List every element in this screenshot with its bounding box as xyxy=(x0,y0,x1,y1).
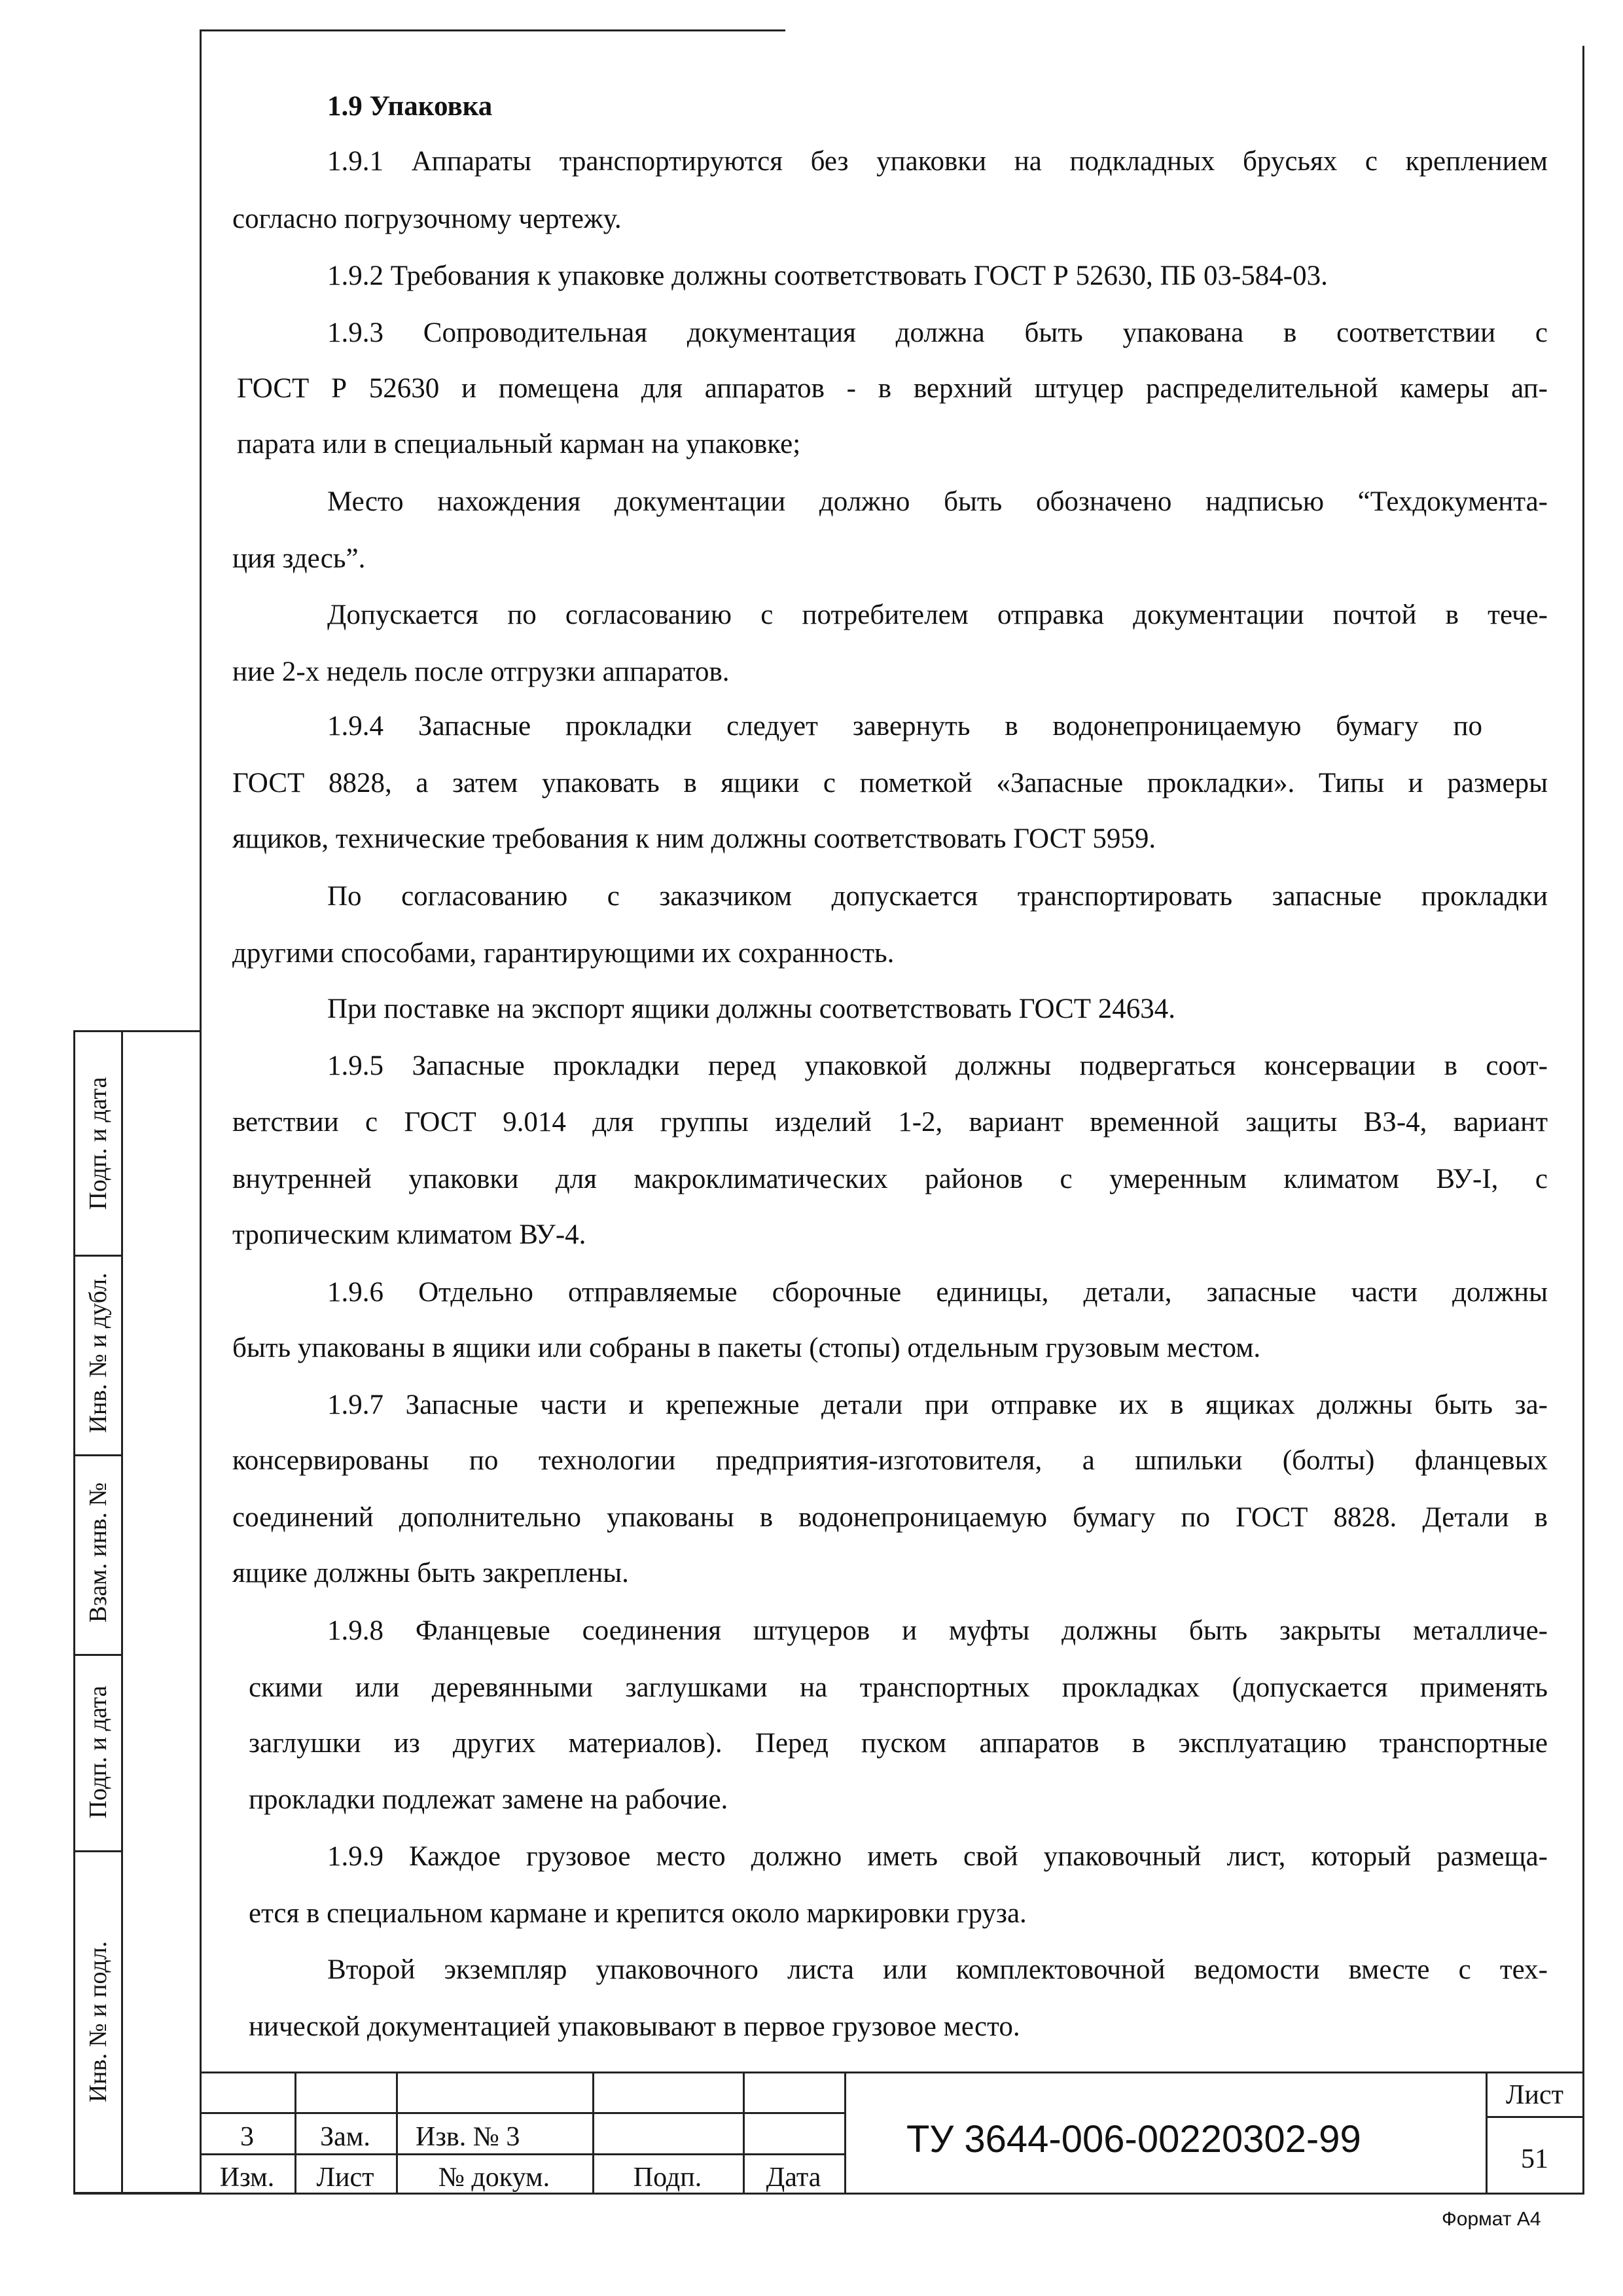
side-stamp xyxy=(73,1030,200,2194)
text-line: тропическим климатом ВУ-4. xyxy=(232,1219,586,1250)
side-label-inv-dubl: Инв. № и дубл. xyxy=(84,1272,112,1433)
text-line: ГОСТ 8828, а затем упаковать в ящики с пометкой «Запасные прокладки». Типы и размеры xyxy=(232,768,1548,798)
format-label: Формат А4 xyxy=(1442,2208,1541,2230)
title-block xyxy=(200,2072,1584,2195)
section-heading: 1.9 Упаковка xyxy=(327,91,493,122)
text-line: 1.9.1 Аппараты транспортируются без упаковки на подкладных брусьях с креплением xyxy=(327,146,1548,177)
side-label-vzam-inv: Взам. инв. № xyxy=(84,1482,112,1623)
title-block-top-line xyxy=(200,2072,1584,2073)
text-line: 1.9.5 Запасные прокладки перед упаковкой должны подвергаться консервации в соот- xyxy=(327,1050,1548,1081)
side-cell xyxy=(75,1850,121,2194)
text-line: Место нахождения документации должно быть обозначено надписью “Техдокумента- xyxy=(327,486,1548,517)
sheet-cell-line xyxy=(1486,2116,1584,2118)
text-line: Второй экземпляр упаковочного листа или комплектовочной ведомости вместе с тех- xyxy=(327,1954,1548,1985)
text-line: По согласованию с заказчиком допускается транспортировать запасные прокладки xyxy=(327,881,1548,912)
text-line: 1.9.8 Фланцевые соединения штуцеров и муфты должны быть закрыты металличе- xyxy=(327,1615,1548,1646)
text-line: 1.9.9 Каждое грузовое место должно иметь свой упаковочный лист, который размеща- xyxy=(327,1841,1548,1872)
text-line: 1.9.7 Запасные части и крепежные детали при отправке их в ящиках должны быть за- xyxy=(327,1390,1548,1420)
text-line: парата или в специальный карман на упаковке; xyxy=(237,429,801,459)
side-stamp-divider xyxy=(121,1032,123,2192)
text-line: ящиков, технические требования к ним должны соответствовать ГОСТ 5959. xyxy=(232,823,1156,854)
header-list: Лист xyxy=(316,2162,374,2193)
frame-right-line xyxy=(1582,46,1584,2195)
frame-top-line xyxy=(201,29,785,31)
side-cell xyxy=(75,1454,121,1656)
text-line: соединений дополнительно упакованы в водонепроницаемую бумагу по ГОСТ 8828. Детали в xyxy=(232,1502,1548,1533)
header-data: Дата xyxy=(766,2162,821,2193)
text-line: нической документацией упаковывают в первое грузовое место. xyxy=(249,2011,1020,2042)
text-line: При поставке на экспорт ящики должны соответствовать ГОСТ 24634. xyxy=(327,994,1176,1024)
side-cell xyxy=(75,1255,121,1456)
text-line: ние 2-х недель после отгрузки аппаратов. xyxy=(232,656,730,687)
text-line: консервированы по технологии предприятия-изготовителя, а шпильки (болты) фланцевых xyxy=(232,1445,1548,1476)
side-label-podp-data: Подп. и дата xyxy=(84,1077,112,1210)
header-izm: Изм. xyxy=(219,2162,275,2193)
text-line: ГОСТ Р 52630 и помещена для аппаратов - в верхний штуцер распределительной камеры ап- xyxy=(237,373,1548,404)
text-line: Допускается по согласованию с потребителем отправка документации почтой в тече- xyxy=(327,600,1548,630)
change-izm: 3 xyxy=(240,2122,254,2152)
text-line: внутренней упаковки для макроклиматических районов с умеренным климатом ВУ-I, с xyxy=(232,1164,1548,1194)
text-line: заглушки из других материалов). Перед пуском аппаратов в эксплуатацию транспортные xyxy=(249,1728,1548,1759)
sheet-number: 51 xyxy=(1521,2144,1548,2174)
side-label-inv-podl: Инв. № и подл. xyxy=(84,1941,112,2103)
frame-left-line xyxy=(200,29,202,2195)
sheet-label: Лист xyxy=(1506,2080,1563,2110)
side-cell xyxy=(75,1032,121,1257)
text-line: 1.9.2 Требования к упаковке должны соответствовать ГОСТ Р 52630, ПБ 03-584-03. xyxy=(327,260,1328,291)
text-line: скими или деревянными заглушками на транспортных прокладках (допускается применять xyxy=(249,1672,1548,1703)
document-code: ТУ 3644-006-00220302-99 xyxy=(906,2118,1361,2161)
side-label-podp-data-2: Подп. и дата xyxy=(84,1685,112,1819)
text-line: ящике должны быть закреплены. xyxy=(232,1558,629,1588)
text-line: ется в специальном кармане и крепится около маркировки груза. xyxy=(249,1898,1027,1929)
side-cell xyxy=(75,1654,121,1852)
text-line: другими способами, гарантирующими их сохранность. xyxy=(232,938,895,969)
text-line: ция здесь”. xyxy=(232,543,366,574)
title-block-col-line xyxy=(844,2072,846,2195)
text-line: 1.9.6 Отдельно отправляемые сборочные единицы, детали, запасные части должны xyxy=(327,1277,1548,1308)
text-line: согласно погрузочному чертежу. xyxy=(232,204,622,234)
text-line: 1.9.3 Сопроводительная документация должна быть упакована в соответствии с xyxy=(327,317,1548,348)
text-line: быть упакованы в ящики или собраны в пакеты (стопы) отдельным грузовым местом. xyxy=(232,1333,1261,1363)
header-doc: № докум. xyxy=(438,2162,550,2193)
header-podp: Подп. xyxy=(633,2162,702,2193)
text-line: прокладки подлежат замене на рабочие. xyxy=(249,1784,728,1815)
change-list: Зам. xyxy=(320,2122,370,2152)
text-line: ветствии с ГОСТ 9.014 для группы изделий 1-2, вариант временной защиты ВЗ-4, вариант xyxy=(232,1107,1548,1138)
text-line: 1.9.4 Запасные прокладки следует завернуть в водонепроницаемую бумагу по xyxy=(327,711,1482,742)
change-doc: Изв. № 3 xyxy=(416,2122,520,2152)
